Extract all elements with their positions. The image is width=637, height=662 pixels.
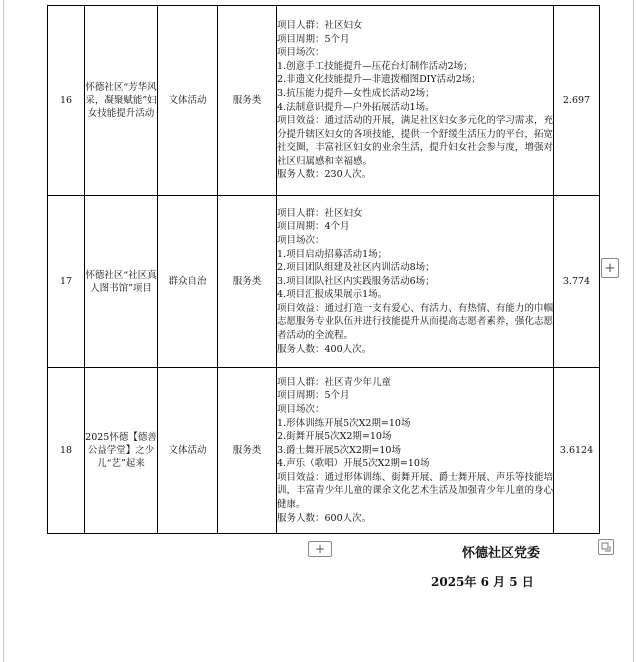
project-type: 文体活动 xyxy=(158,6,218,196)
project-category: 服务类 xyxy=(218,368,277,534)
project-category: 服务类 xyxy=(218,196,277,368)
project-name: 怀德社区“芳华风采，凝聚赋能”妇女技能提升活动 xyxy=(85,6,158,196)
add-column-button[interactable] xyxy=(601,258,619,278)
detail-line: 项目效益：通过活动的开展，满足社区妇女多元化的学习需求，充分提升辖区妇女的各项技能，提供一个舒缓生活压力的平台，拓宽社交圈，丰富社区妇女的业余生活，提升妇女社会参与度，增强对社区归属感和幸福感。 xyxy=(277,115,553,167)
project-type: 群众自治 xyxy=(158,196,218,368)
table-row xyxy=(48,368,600,534)
detail-line: 项目场次： xyxy=(277,47,325,59)
detail-line: 2.项目团队组建及社区内训活动8场； xyxy=(277,262,435,274)
project-amount: 3.6124 xyxy=(554,368,600,534)
table-resize-icon xyxy=(601,542,611,552)
project-table xyxy=(47,5,600,534)
table-row xyxy=(48,196,600,368)
project-name: 2025怀德【德善公益学堂】之少儿“艺”起来 xyxy=(85,368,158,534)
detail-line: 4.法制意识提升—户外拓展活动1场。 xyxy=(277,101,435,113)
row-number: 16 xyxy=(48,6,85,196)
detail-line: 项目人群：社区妇女 xyxy=(277,207,363,219)
detail-line: 项目周期：4个月 xyxy=(277,221,350,233)
page-margin-right xyxy=(633,0,634,662)
plus-icon: + xyxy=(604,260,616,276)
plus-icon: + xyxy=(314,542,326,556)
project-detail xyxy=(277,6,554,196)
detail-line: 4.项目汇报成果展示1场。 xyxy=(277,289,388,301)
detail-line: 3.爵士舞开展5次X2期=10场 xyxy=(277,444,401,456)
signature-org: 怀德社区党委 xyxy=(462,546,541,561)
detail-line: 4.声乐（歌唱）开展5次X2期=10场 xyxy=(277,458,430,470)
project-name: 怀德社区“社区真人图书馆”项目 xyxy=(85,196,158,368)
detail-line: 项目周期：5个月 xyxy=(277,390,350,402)
detail-line: 3.抗压能力提升—女性成长活动2场； xyxy=(277,87,435,99)
detail-line: 项目场次： xyxy=(277,403,325,415)
row-number: 18 xyxy=(48,368,85,534)
detail-line: 1.形体训练开展5次X2期=10场 xyxy=(277,417,411,429)
detail-line: 服务人数：600人次。 xyxy=(277,512,372,524)
project-detail xyxy=(277,368,554,534)
detail-line: 项目周期：5个月 xyxy=(277,33,350,45)
add-row-button[interactable] xyxy=(308,541,332,557)
project-amount: 3.774 xyxy=(554,196,600,368)
detail-line: 服务人数：400人次。 xyxy=(277,343,372,355)
detail-line: 项目人群：社区青少年儿童 xyxy=(277,376,392,388)
detail-line: 服务人数：230人次。 xyxy=(277,169,372,181)
detail-line: 1.创意手工技能提升—压花台灯制作活动2场； xyxy=(277,60,473,72)
table-row xyxy=(48,6,600,196)
project-type: 文体活动 xyxy=(158,368,218,534)
detail-line: 2.街舞开展5次X2期=10场 xyxy=(277,431,392,443)
detail-line: 2.非遗文化技能提升—非遗拨榴图DIY活动2场； xyxy=(277,74,481,86)
detail-line: 1.项目启动招募活动1场； xyxy=(277,248,388,260)
detail-line: 3.项目团队社区内实践服务活动6场； xyxy=(277,275,435,287)
detail-line: 项目人群：社区妇女 xyxy=(277,19,363,31)
detail-line: 项目效益：通过形体训练、街舞开展、爵士舞开展、声乐等技能培训，丰富青少年儿童的课余文化艺术生活及加强青少年儿童的身心健康。 xyxy=(277,471,553,511)
project-category: 服务类 xyxy=(218,6,277,196)
page-margin-left xyxy=(3,0,4,662)
signature-date: 2025年 6 月 5 日 xyxy=(431,575,534,589)
row-number: 17 xyxy=(48,196,85,368)
table-resize-button[interactable] xyxy=(598,539,614,555)
detail-line: 项目效益：通过打造一支有爱心、有活力、有热情、有能力的巾帼志愿服务专业队伍并进行技能提升从而提高志愿者素养，强化志愿者活动的全流程。 xyxy=(277,302,553,342)
project-amount: 2.697 xyxy=(554,6,600,196)
detail-line: 项目场次： xyxy=(277,234,325,246)
project-detail xyxy=(277,196,554,368)
